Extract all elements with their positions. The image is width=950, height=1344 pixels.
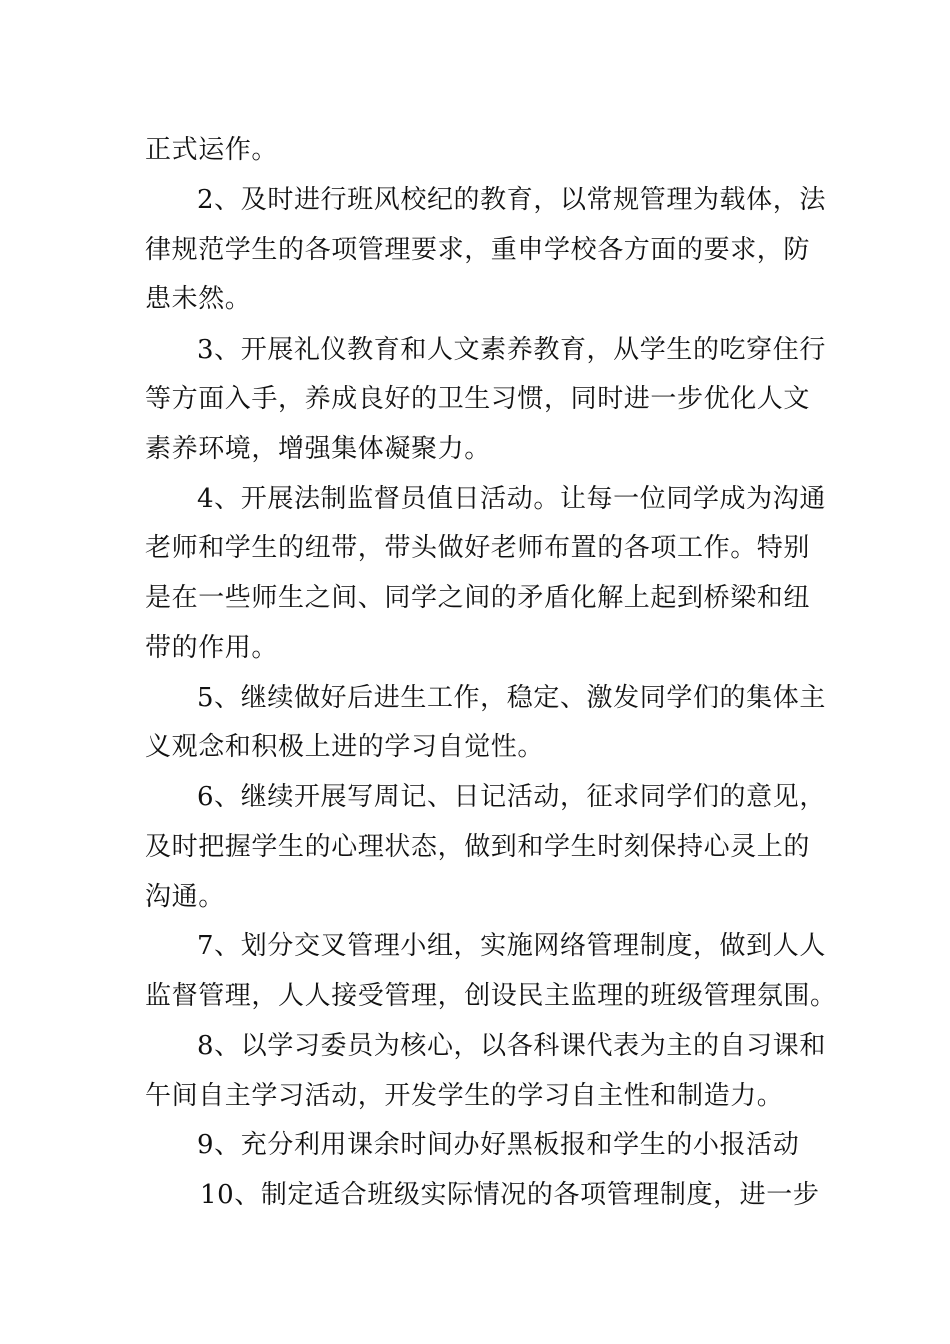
- text-line: 6、继续开展写周记、日记活动，征求同学们的意见，: [197, 782, 826, 812]
- text-line: 2、及时进行班风校纪的教育，以常规管理为载体，法: [197, 185, 826, 215]
- text-line: 5、继续做好后进生工作，稳定、激发同学们的集体主: [197, 683, 826, 713]
- text-line: 监督管理，人人接受管理，创设民主监理的班级管理氛围。: [145, 981, 837, 1011]
- text-line: 及时把握学生的心理状态，做到和学生时刻保持心灵上的: [145, 832, 811, 862]
- text-line: 等方面入手，养成良好的卫生习惯，同时进一步优化人文: [145, 384, 811, 414]
- text-line: 律规范学生的各项管理要求，重申学校各方面的要求，防: [145, 235, 811, 265]
- text-line: 老师和学生的纽带，带头做好老师布置的各项工作。特别: [145, 533, 811, 563]
- text-line: 8、以学习委员为核心，以各科课代表为主的自习课和: [197, 1031, 826, 1061]
- text-line: 4、开展法制监督员值日活动。让每一位同学成为沟通: [197, 484, 826, 514]
- text-line: 午间自主学习活动，开发学生的学习自主性和制造力。: [145, 1081, 784, 1111]
- text-line: 素养环境，增强集体凝聚力。: [145, 434, 491, 464]
- text-line: 是在一些师生之间、同学之间的矛盾化解上起到桥梁和纽: [145, 583, 811, 613]
- text-line: 3、开展礼仪教育和人文素养教育，从学生的吃穿住行: [197, 335, 826, 365]
- text-line: 带的作用。: [145, 633, 279, 663]
- text-line: 9、充分利用课余时间办好黑板报和学生的小报活动: [197, 1130, 800, 1160]
- text-line: 10、制定适合班级实际情况的各项管理制度，进一步: [200, 1180, 820, 1210]
- text-line: 义观念和积极上进的学习自觉性。: [145, 732, 545, 762]
- text-line: 正式运作。: [145, 135, 279, 165]
- text-line: 7、划分交叉管理小组，实施网络管理制度，做到人人: [197, 931, 826, 961]
- text-line: 沟通。: [145, 882, 225, 912]
- text-line: 患未然。: [145, 284, 252, 314]
